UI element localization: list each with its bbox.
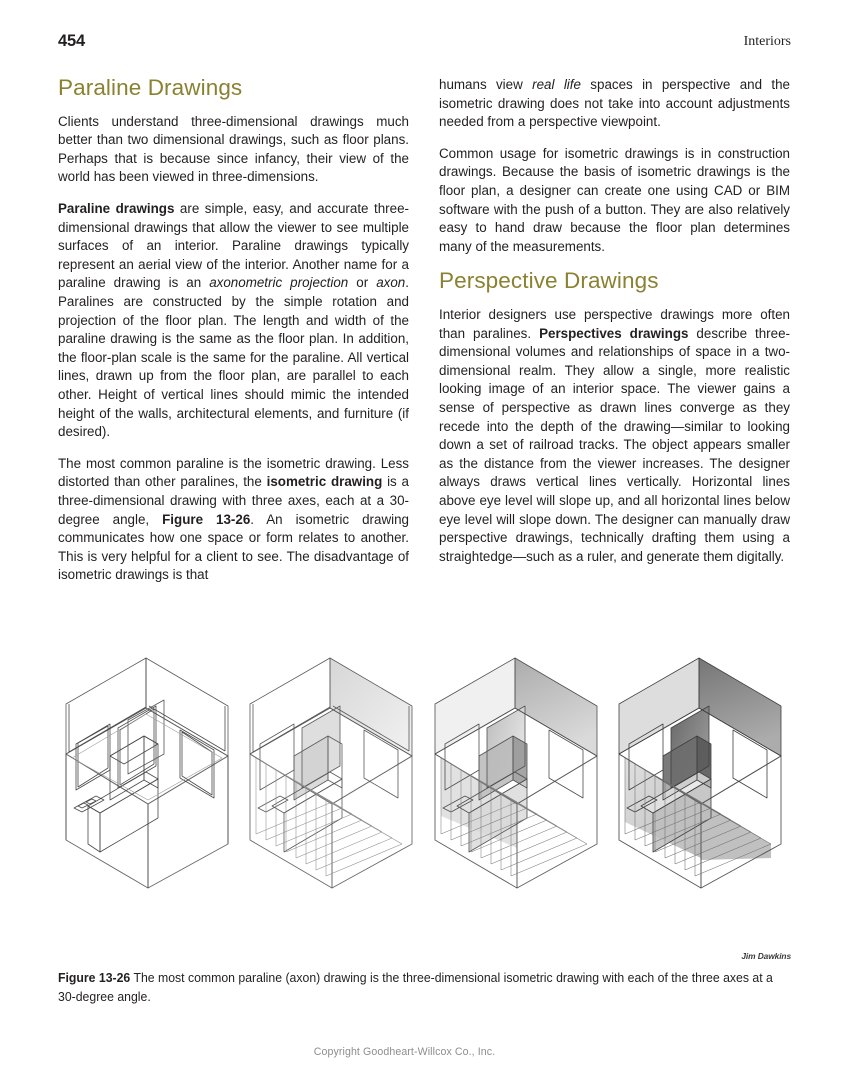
isometric-room-drawing-3 — [427, 648, 607, 948]
term-real-life: real life — [532, 77, 581, 92]
paragraph-text: Common usage for isometric drawings is in construction drawings. Because the basis of isometric drawings is the floor plan, a designer can create one using CAD or BIM software with the push of a button. They are also relatively easy to hand draw because the floor plan determines many of the measurements. — [439, 145, 790, 254]
paragraph-common-usage — [439, 145, 790, 257]
paragraph-text-c: . Paralines are constructed by the simple rotation and projection of the floor plan. The length and width of the paraline drawing is the same as the floor plan. In addition, the floor-plan scale is the same for the paraline. All vertical lines, drawn up from the floor plan, are parallel to each other. Height of vertical lines should mimic the intended height of the walls, architectural elements, and furniture (if desired). — [58, 275, 409, 440]
term-axon: axon — [376, 275, 406, 291]
paragraph-most-common-paraline — [58, 455, 409, 585]
figure-caption — [58, 968, 791, 1006]
paragraph-text-a: Interior designers use perspective drawings more often than paralines. — [439, 306, 790, 341]
term-paraline-drawings: Paraline drawings — [58, 201, 175, 216]
figure-caption-label: Figure 13-26 — [58, 970, 131, 985]
paragraph-text-a: humans view — [439, 77, 533, 92]
figure-caption-text: The most common paraline (axon) drawing is the three-dimensional isometric drawing with each of the three axes at a 30-degree angle. — [58, 970, 773, 1004]
heading-paraline-drawings: Paraline Drawings — [58, 75, 243, 100]
figure-panel-isometric-wireframe-outline — [58, 648, 238, 948]
body-columns — [58, 76, 791, 585]
copyright-notice: Copyright Goodheart-Willcox Co., Inc. — [313, 1046, 496, 1058]
figure-credit: Jim Dawkins — [741, 951, 791, 961]
heading-perspective-drawings: Perspective Drawings — [439, 268, 659, 294]
paragraph-text-b: or — [348, 275, 377, 291]
term-isometric-drawing: isometric drawing — [266, 474, 383, 490]
figure-13-26 — [58, 648, 791, 1006]
paragraph-text-c: . An isometric drawing communicates how one space or form relates to another. This is very helpful for a client to see. The disadvantage of isometric drawings is that — [58, 511, 409, 583]
isometric-room-drawing-4 — [611, 648, 791, 948]
figure-panel-isometric-light-shading — [427, 648, 607, 948]
right-column — [439, 76, 790, 585]
isometric-room-drawing-2 — [242, 648, 422, 948]
paragraph-text: Clients understand three-dimensional drawings much better than two dimensional drawings, such as floor plans. Perhaps that is because since infancy, their view of the world has been viewed in three-dimensions. — [58, 113, 409, 185]
paragraph-clients-understand — [58, 113, 409, 187]
paragraph-text-a: The most common paraline is the isometric drawing. Less distorted than other paralines, the — [58, 455, 409, 490]
term-axonometric-projection: axonometric projection — [209, 275, 349, 291]
running-head — [58, 32, 791, 54]
isometric-room-drawing-1 — [58, 648, 238, 948]
figure-reference-13-26: Figure 13-26 — [162, 511, 251, 527]
page-number: 454 — [58, 32, 85, 50]
left-column — [58, 76, 409, 585]
figure-panel-isometric-full-shading — [611, 648, 791, 948]
paragraph-humans-view — [439, 76, 790, 132]
term-perspectives-drawings: Perspectives drawings — [539, 325, 689, 341]
paragraph-text-b: spaces in perspective and the isometric drawing does not take into account adjustments needed from a perspective viewpoint. — [439, 77, 791, 130]
figure-panel-isometric-with-floor-grid — [242, 648, 422, 948]
figure-image-strip — [58, 648, 791, 948]
running-head-title: Interiors — [743, 34, 791, 49]
paragraph-text-b: describe three-dimensional volumes and relationships of space in a two-dimensional realm. They allow a single, more realistic looking image of an interior space. The viewer gains a sense of perspective as drawn lines converge as they recede into the depth of the drawing—similar to looking down a set of railroad tracks. The object appears smaller as the distance from the viewer increases. The designer always draws vertical lines vertically. Horizontal lines above eye level will slope up, and all horizontal lines below eye level will slope down. The designer can manually draw perspective drawings, technically drafting them using a straightedge—such as a ruler, and generate them digitally. — [439, 325, 790, 564]
paragraph-paraline-drawings — [58, 200, 409, 442]
page-footer — [0, 1042, 849, 1060]
paragraph-text-a: are simple, easy, and accurate three-dimensional drawings that allow the viewer to see multiple surfaces of an interior. Paraline drawings typically represent an aerial view of the interior. Another name for a paraline drawing is an — [58, 201, 409, 291]
paragraph-text-b: is a three-dimensional drawing with three axes, each at a 30-degree angle, — [58, 474, 409, 527]
paragraph-interior-designers — [439, 306, 790, 566]
